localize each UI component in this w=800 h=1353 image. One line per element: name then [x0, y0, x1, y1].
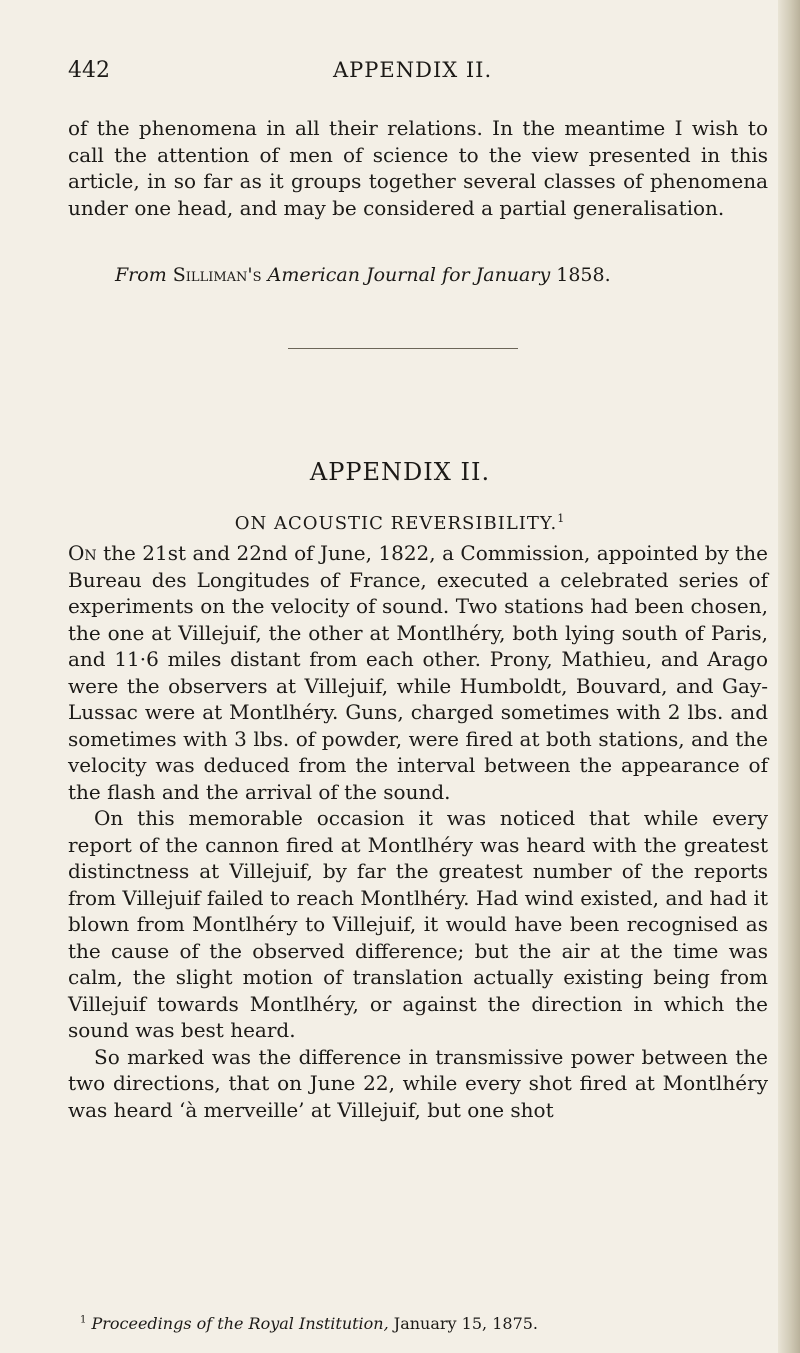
paragraph-2: On this memorable occasion it was noticed that while every report of the cannon fired at Montlhéry was heard with the greatest distinctness at Villejuif, by far the greatest number of the reports from Villejuif failed to reach Montlhéry. Had wind existed, and had it blown from Montlhéry to Villejuif, it would have been recognised as the cause of the observed difference; but the air at the time was calm, the slight motion of translation actually existing being from Villejuif towards Montlhéry, or against the direction in which the sound was best heard.: [68, 806, 768, 1042]
page-edge: [778, 0, 800, 1353]
running-head: [68, 58, 768, 88]
page-number: 442: [68, 58, 110, 83]
paragraph-1-text: the 21st and 22nd of June, 1822, a Commission, appointed by the Bureau des Longitudes of France, executed a celebrated series of experiments on the velocity of sound. Two stations had been chosen, the one at Villejuif, the other at Montlhéry, both lying south of Paris, and 11·6 miles distant from each other. Prony, Mathieu, and Arago were the observers at Villejuif, while Humboldt, Bouvard, and Gay-Lussac were at Montlhéry. Guns, charged sometimes with 2 lbs. and sometimes with 3 lbs. of powder, were fired at both stations, and the velocity was deduced from the interval between the appearance of the flash and the arrival of the sound.: [68, 541, 768, 804]
source-prefix: From: [115, 264, 167, 286]
footnote-ref: 1: [557, 512, 566, 525]
section-title: [0, 512, 800, 534]
source-journal: American Journal for January: [267, 264, 551, 286]
section-title-text: ON ACOUSTIC REVERSIBILITY.: [234, 513, 558, 534]
section-divider: [288, 348, 518, 349]
body-text: [68, 540, 768, 1123]
intro-paragraph-block: [68, 115, 768, 221]
footnote-mark: 1: [80, 1314, 87, 1326]
paragraph-3: So marked was the difference in transmissive power between the two directions, that on June 22, while every shot fired at Montlhéry was heard ‘à merveille’ at Villejuif, but one shot: [68, 1044, 768, 1122]
intro-paragraph: of the phenomena in all their relations. In the meantime I wish to call the attention of men of science to the view presented in this article, in so far as it groups together several classes of phenomena under one head, and may be considered a partial generalisation.: [68, 116, 768, 220]
paragraph-1: [68, 540, 768, 805]
first-word: On: [68, 541, 97, 565]
running-head-title: APPENDIX II.: [333, 58, 493, 82]
footnote-source: Proceedings of the Royal Institution,: [91, 1314, 389, 1333]
appendix-title: APPENDIX II.: [309, 458, 491, 486]
source-citation: [115, 264, 611, 286]
footnote: [80, 1314, 538, 1333]
source-year: 1858.: [556, 264, 611, 286]
footnote-date: January 15, 1875.: [393, 1314, 539, 1333]
source-author: Silliman's: [172, 264, 262, 286]
